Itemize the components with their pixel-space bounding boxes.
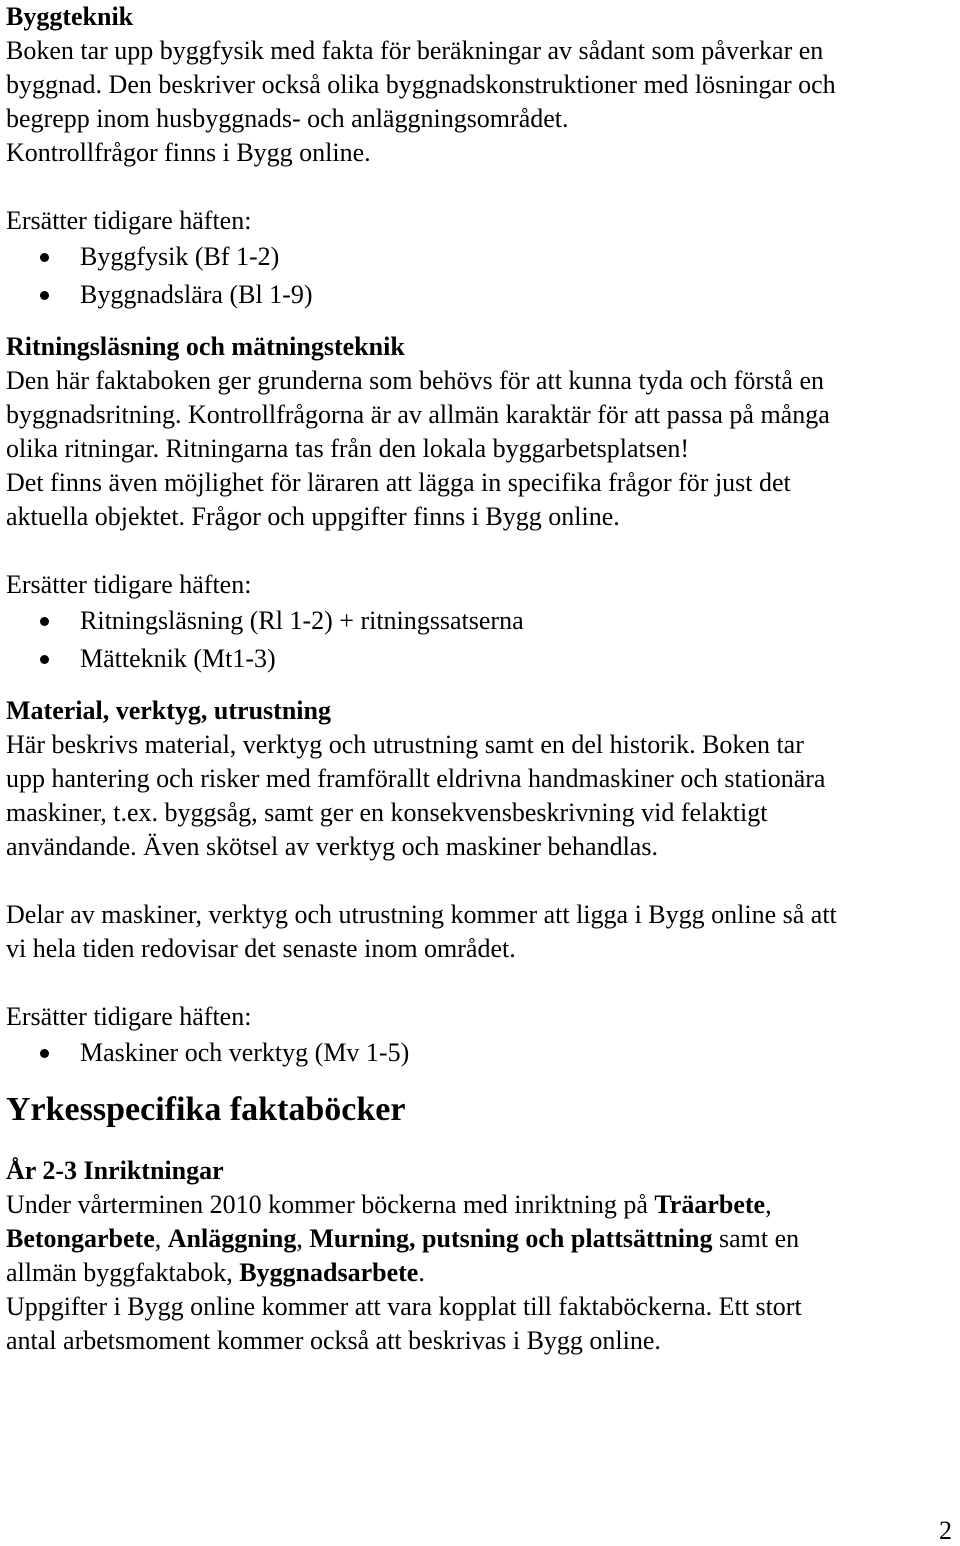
heading-ritning: Ritningsläsning och mätningsteknik: [6, 332, 405, 361]
list-item: Mätteknik (Mt1-3): [6, 640, 956, 678]
section-title: Yrkesspecifika faktaböcker: [6, 1091, 406, 1128]
bullet-icon: [40, 291, 49, 300]
paragraph-line: användande. Även skötsel av verktyg och maskiner behandlas.: [6, 832, 658, 861]
bold-term: Murning, putsning och plattsättning: [309, 1224, 713, 1253]
bullet-icon: [40, 655, 49, 664]
bullet-icon: [40, 617, 49, 626]
bold-term: Anläggning: [167, 1224, 297, 1253]
replaces-label: Ersätter tidigare häften:: [6, 570, 252, 599]
list-item: Byggnadslära (Bl 1-9): [6, 276, 956, 314]
paragraph-line: Delar av maskiner, verktyg och utrustning kommer att ligga i Bygg online så att: [6, 900, 837, 929]
paragraph-line: Uppgifter i Bygg online kommer att vara kopplat till faktaböckerna. Ett stort: [6, 1292, 802, 1321]
replaced-list: [6, 602, 956, 678]
paragraph-line: Betongarbete, Anläggning, Murning, putsning och plattsättning samt en: [6, 1224, 800, 1253]
list-item: Maskiner och verktyg (Mv 1-5): [6, 1034, 956, 1072]
paragraph-line: Här beskrivs material, verktyg och utrustning samt en del historik. Boken tar: [6, 730, 804, 759]
paragraph-line: vi hela tiden redovisar det senaste inom området.: [6, 934, 516, 963]
paragraph-line: allmän byggfaktabok, Byggnadsarbete.: [6, 1258, 425, 1287]
replaces-label: Ersätter tidigare häften:: [6, 1002, 252, 1031]
paragraph-line: Boken tar upp byggfysik med fakta för beräkningar av sådant som påverkar en: [6, 36, 824, 65]
paragraph-line: Det finns även möjlighet för läraren att lägga in specifika frågor för just det: [6, 468, 791, 497]
heading-byggteknik: Byggteknik: [6, 2, 134, 31]
heading-material: Material, verktyg, utrustning: [6, 696, 331, 725]
bold-term: Träarbete: [654, 1190, 766, 1219]
paragraph-line: Under vårterminen 2010 kommer böckerna med inriktning på Träarbete,: [6, 1190, 772, 1219]
paragraph-line: maskiner, t.ex. byggsåg, samt ger en konsekvensbeskrivning vid felaktigt: [6, 798, 768, 827]
paragraph-line: aktuella objektet. Frågor och uppgifter finns i Bygg online.: [6, 502, 620, 531]
bold-term: Byggnadsarbete: [239, 1258, 419, 1287]
paragraph-line: Den här faktaboken ger grunderna som behövs för att kunna tyda och förstå en: [6, 366, 824, 395]
heading-inriktningar: År 2-3 Inriktningar: [6, 1156, 224, 1185]
paragraph-line: byggnadsritning. Kontrollfrågorna är av allmän karaktär för att passa på många: [6, 400, 830, 429]
paragraph-line: olika ritningar. Ritningarna tas från den lokala byggarbetsplatsen!: [6, 434, 690, 463]
paragraph-line: Kontrollfrågor finns i Bygg online.: [6, 138, 371, 167]
replaced-list: [6, 238, 956, 314]
paragraph-line: byggnad. Den beskriver också olika byggnadskonstruktioner med lösningar och: [6, 70, 836, 99]
list-item: Ritningsläsning (Rl 1-2) + ritningssatserna: [6, 602, 956, 640]
list-item: Byggfysik (Bf 1-2): [6, 238, 956, 276]
paragraph-line: upp hantering och risker med framförallt eldrivna handmaskiner och stationära: [6, 764, 826, 793]
replaces-label: Ersätter tidigare häften:: [6, 206, 252, 235]
replaced-list: [6, 1034, 956, 1072]
page-number: 2: [939, 1516, 952, 1545]
bold-term: Betongarbete: [6, 1224, 155, 1253]
paragraph-line: antal arbetsmoment kommer också att beskrivas i Bygg online.: [6, 1326, 661, 1355]
bullet-icon: [40, 1049, 49, 1058]
document-page: [6, 0, 956, 1358]
paragraph-line: begrepp inom husbyggnads- och anläggningsområdet.: [6, 104, 569, 133]
bullet-icon: [40, 253, 49, 262]
